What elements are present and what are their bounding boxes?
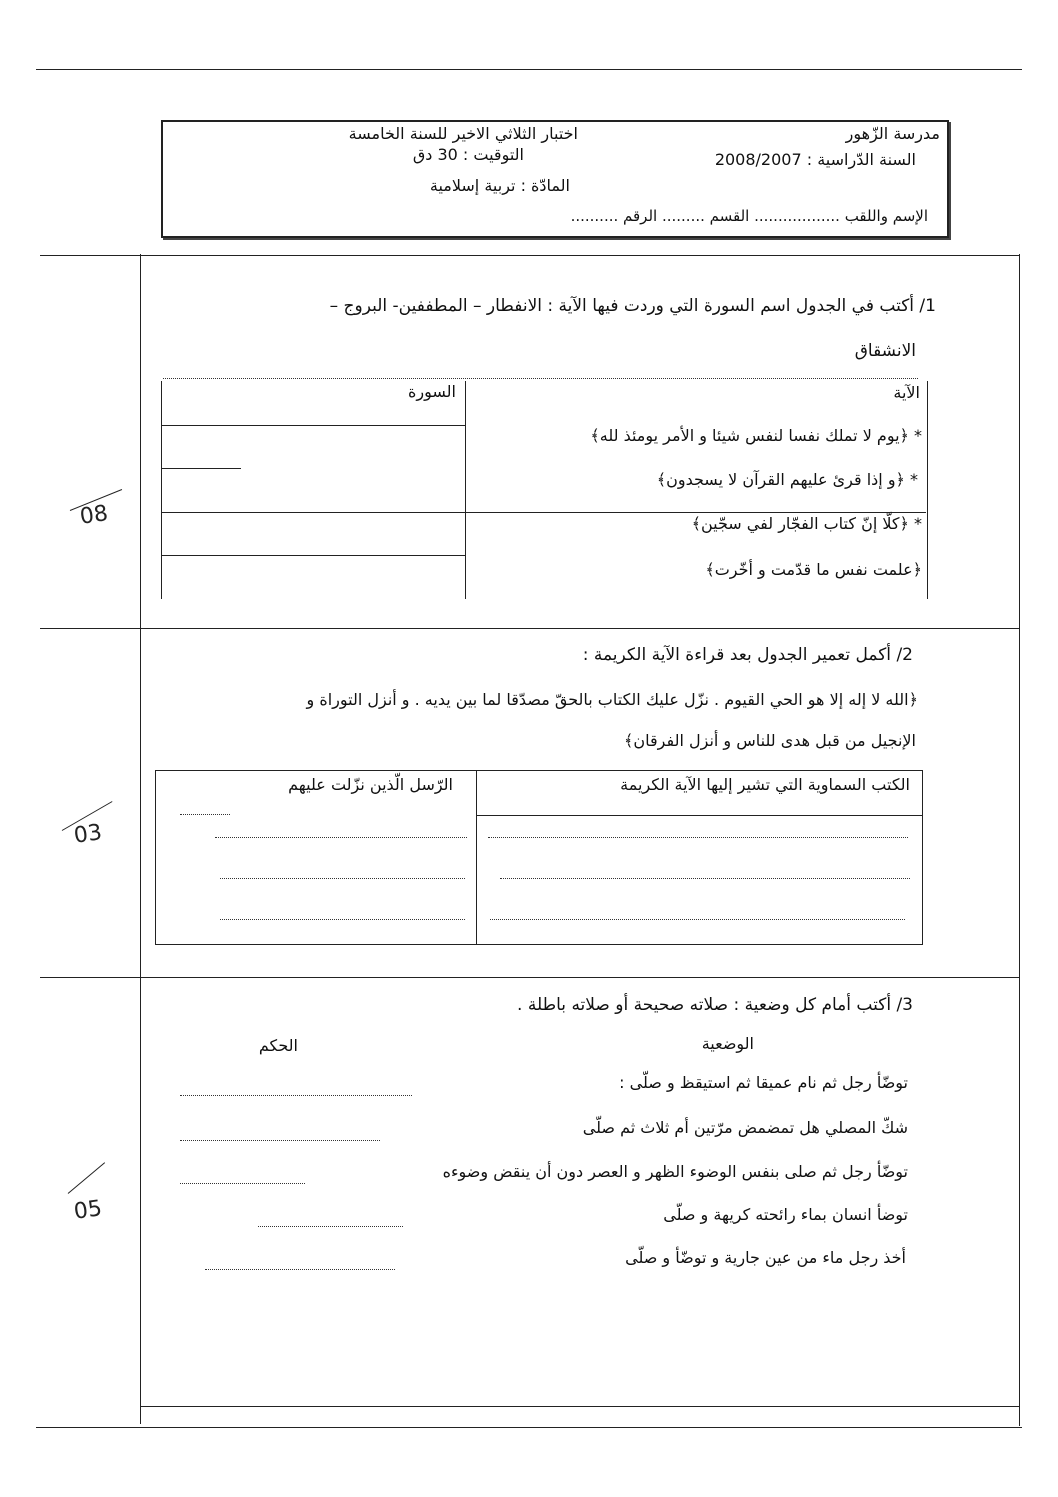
q2-answer-dots [488, 837, 908, 838]
exam-title: اختبار الثلاثي الاخير للسنة الخامسة [348, 124, 578, 143]
q2-verse-line1: ﴿الله لا إله إلا هو الحي القيوم . نزّل عليك الكتاب بالحقّ مصدّقا لما بين يديه . و أنزل التوراة و [306, 690, 918, 709]
q2-instruction: 2/ أكمل تعمير الجدول بعد قراءة الآية الكريمة : [582, 645, 913, 665]
q3-col-situation: الوضعية [701, 1034, 754, 1053]
frame-top [40, 255, 1020, 256]
q3-answer-dots [180, 1140, 380, 1141]
q3-situation-4: توضأ انسان بماء رائحته كريهة و صلّى [663, 1205, 908, 1224]
q1-row-line-1 [161, 425, 465, 426]
q1-table-col-divider [465, 381, 466, 599]
q1-ayah-4: ﴿علمت نفس ما قدّمت و أخّرت﴾ [705, 560, 922, 579]
frame-right [1019, 254, 1020, 1426]
section-divider-2 [40, 977, 1020, 978]
q3-answer-dots [180, 1095, 412, 1096]
q2-answer-dots [220, 878, 465, 879]
q1-ayah-1: * ﴿يوم لا تملك نفسا لنفس شيئا و الأمر يومئذ لله﴾ [590, 426, 922, 445]
q2-answer-dots [490, 919, 905, 920]
q3-score-slash [68, 1162, 105, 1194]
frame-bottom [140, 1406, 1020, 1407]
q3-situation-2: شكّ المصلي هل تمضمض مرّتين أم ثلاث ثم صلّى [582, 1118, 908, 1137]
q2-answer-dots [180, 814, 230, 815]
q1-row-line-2 [161, 468, 241, 469]
q3-col-ruling: الحكم [258, 1036, 298, 1055]
q3-situation-1: توضّأ رجل ثم نام عميقا ثم استيقظ و صلّى : [619, 1073, 908, 1092]
q2-header-line [476, 815, 923, 816]
q2-answer-dots [215, 837, 467, 838]
section-divider-1 [40, 628, 1020, 629]
q1-col-surah: السورة [408, 382, 456, 401]
q2-col-messengers: الرّسل الّذين نزّلت عليهم [288, 775, 453, 794]
q3-instruction: 3/ أكتب أمام كل وضعية : صلاته صحيحة أو صلاته باطلة . [517, 995, 913, 1015]
q2-table-col-divider [476, 770, 477, 945]
exam-duration: التوقيت : 30 دق [412, 145, 524, 164]
q1-ayah-2: * ﴿و إذا قرئ عليهم القرآن لا يسجدون﴾ [656, 470, 918, 489]
page-bottom-rule [36, 1427, 1022, 1428]
school-year: السنة الدّراسية : 2008/2007 [714, 150, 916, 169]
q1-instruction: 1/ أكتب في الجدول اسم السورة التي وردت فيها الآية : الانفطار – المطففين- البروج – [329, 296, 936, 316]
q1-table-top-dots [163, 378, 918, 379]
exam-subject: المادّة : تربية إسلامية [429, 176, 570, 195]
q1-row-line-4 [161, 555, 465, 556]
student-fields: الإسم واللقب .................. القسم ......... الرقم .......... [570, 207, 928, 225]
q2-answer-dots [220, 919, 465, 920]
q2-answer-dots [500, 878, 910, 879]
q3-answer-dots [205, 1269, 395, 1270]
q1-score: 08 [78, 501, 110, 530]
q2-verse-line2: الإنجيل من قبل هدى للناس و أنزل الفرقان﴾ [624, 731, 916, 750]
q3-answer-dots [180, 1183, 305, 1184]
q3-situation-3: توضّأ رجل ثم صلى بنفس الوضوء الظهر و العصر دون أن ينقض وضوءه [442, 1162, 908, 1181]
q2-col-books: الكتب السماوية التي تشير إليها الآية الكريمة [620, 775, 910, 794]
q1-instruction-cont: الانشقاق [854, 341, 916, 361]
q1-col-ayah: الآية [893, 383, 920, 402]
school-name: مدرسة الزّهور [845, 124, 940, 143]
q1-ayah-3: * ﴿كلّا إنّ كتاب الفجّار لفي سجّين﴾ [691, 514, 922, 533]
q1-row-line-3 [161, 512, 926, 513]
q2-score: 03 [72, 820, 104, 849]
q3-answer-dots [258, 1226, 403, 1227]
frame-left [140, 254, 141, 1424]
page-top-rule [36, 69, 1022, 70]
q3-score: 05 [72, 1196, 104, 1225]
q3-situation-5: أخذ رجل ماء من عين جارية و توضّأ و صلّى [625, 1248, 906, 1267]
